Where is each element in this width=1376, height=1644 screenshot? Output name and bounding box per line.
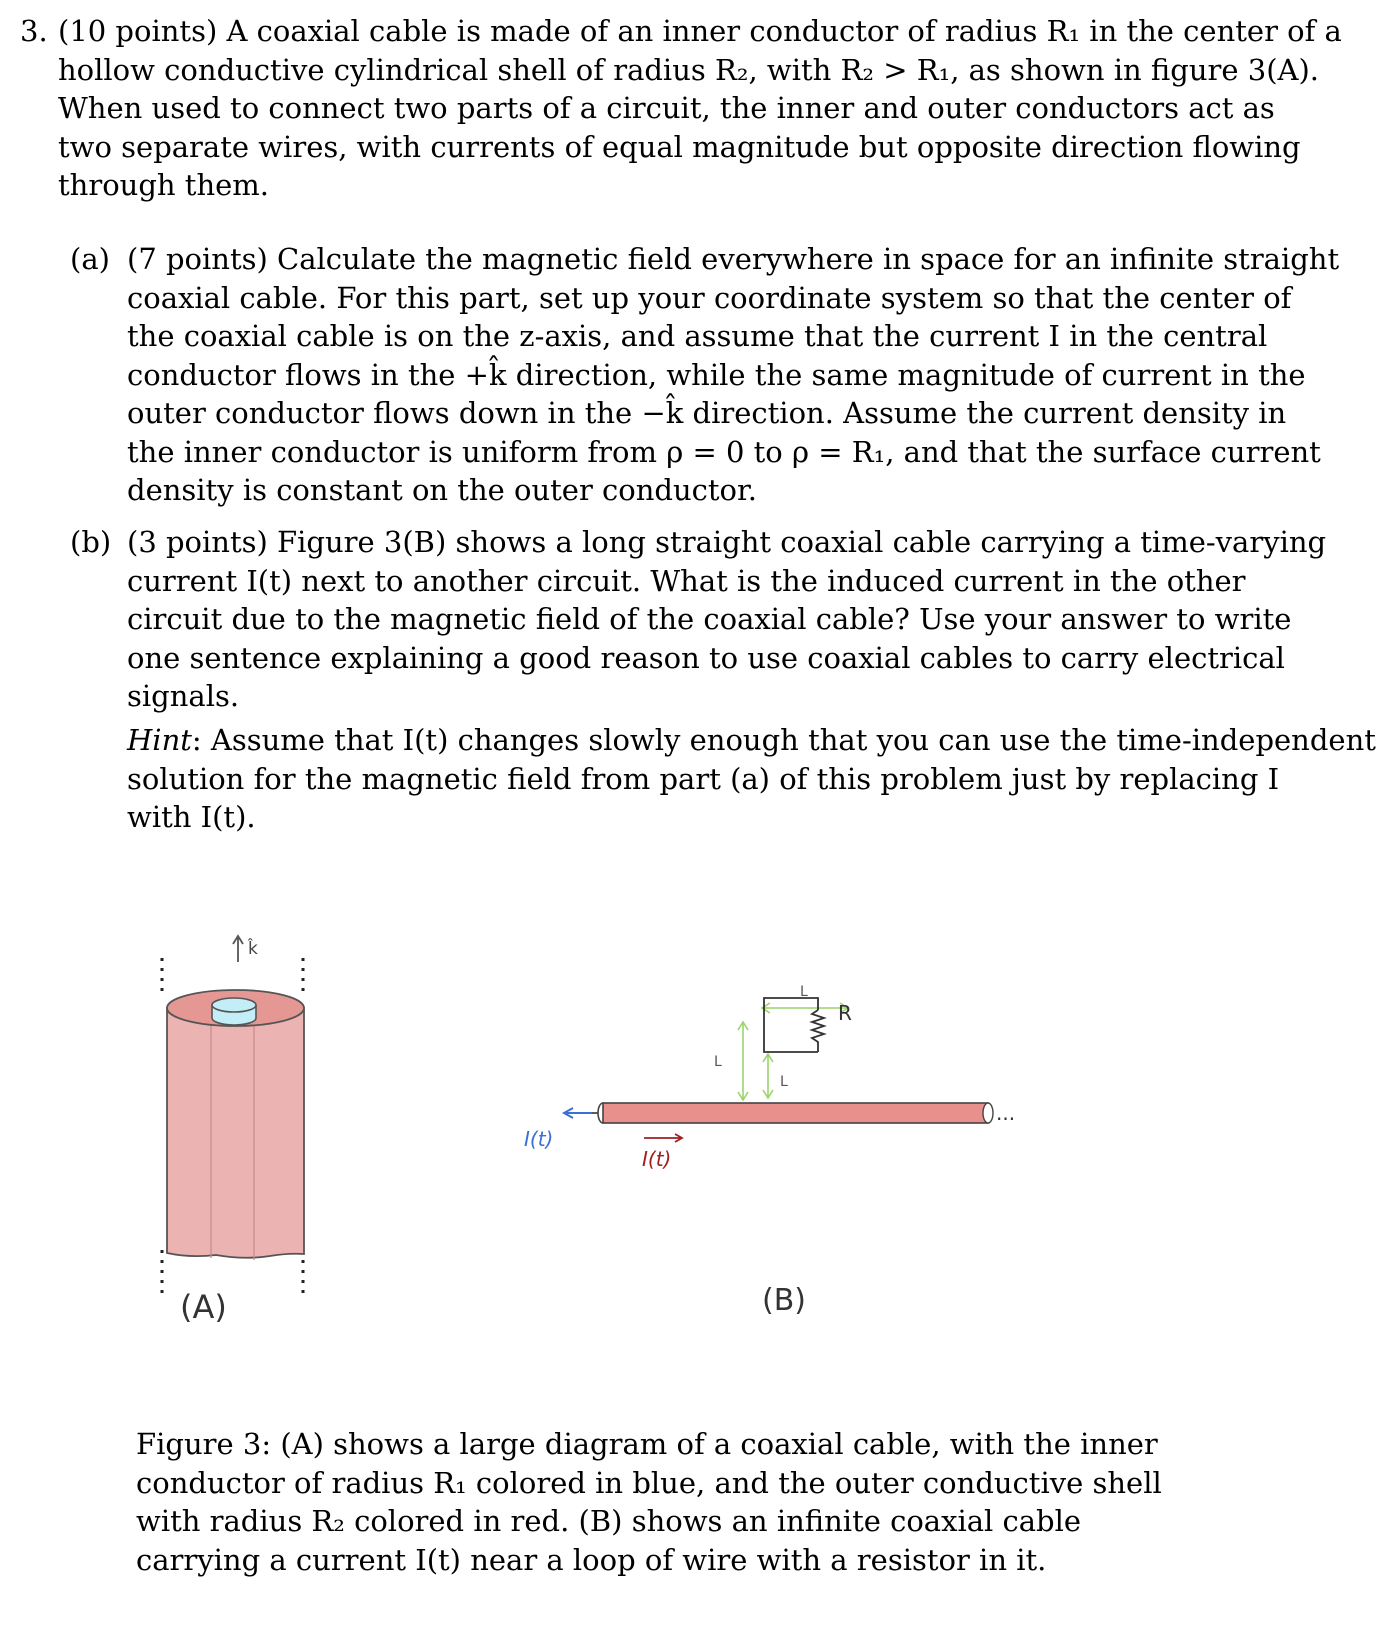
part-b-line: one sentence explaining a good reason to use coaxial cables to carry electrical [127, 640, 1285, 675]
part-a-line: the inner conductor is uniform from ρ = 0 to ρ = R₁, and that the surface current [127, 434, 1321, 469]
current-label-inner: I(t) [524, 1127, 554, 1151]
figure-b [524, 970, 1090, 1370]
length-label-top: L [800, 984, 808, 1000]
part-b-line: signals. [127, 679, 240, 713]
resistor-icon [812, 1010, 824, 1052]
intro-line: When used to connect two parts of a circuit, the inner and outer conductors act as [58, 91, 1275, 125]
intro-line: through them. [58, 168, 270, 202]
wire-loop [764, 998, 818, 1052]
figure-b-caption: (B) [762, 1283, 806, 1318]
figure-caption [136, 1425, 1162, 1579]
cable-end-right [983, 1103, 993, 1123]
hint-line: solution for the magnetic field from part (a) of this problem just by replacing I [127, 761, 1280, 796]
part-b-label: (b) [70, 525, 112, 559]
caption-line: conductor of radius R₁ colored in blue, and the outer conductive shell [136, 1465, 1162, 1500]
caption-line: with radius R₂ colored in red. (B) shows an infinite coaxial cable [136, 1504, 1082, 1538]
outer-shell [167, 1008, 304, 1258]
part-a-line: (7 points) Calculate the magnetic field everywhere in space for an infinite straight [127, 242, 1340, 276]
part-a-points: (7 points) [127, 242, 268, 276]
hint-line: with I(t). [127, 800, 256, 834]
part-a-line: conductor flows in the +k̂ direction, while the same magnitude of current in the [127, 357, 1306, 392]
hint-label: Hint [127, 723, 192, 757]
part-b-line: circuit due to the magnetic field of the coaxial cable? Use your answer to write [127, 602, 1292, 636]
part-b-hint [127, 721, 1376, 837]
part-b-line: current I(t) next to another circuit. What is the induced current in the other [127, 563, 1246, 598]
caption-line: Figure 3: (A) shows a large diagram of a coaxial cable, with the inner [136, 1427, 1158, 1461]
part-b-points: (3 points) [127, 525, 268, 559]
problem-number: 3. [20, 14, 48, 48]
current-label-outer: I(t) [642, 1147, 672, 1171]
problem-points: (10 points) [58, 14, 218, 48]
length-label-gap: L [780, 1074, 788, 1090]
part-a-line: coaxial cable. For this part, set up your coordinate system so that the center of [127, 280, 1292, 315]
part-a-label: (a) [70, 242, 110, 276]
cable-ellipsis: ... [996, 1101, 1016, 1125]
part-a-line: density is constant on the outer conductor. [127, 473, 757, 507]
part-b-text [127, 523, 1327, 716]
caption-line: carrying a current I(t) near a loop of wire with a resistor in it. [136, 1542, 1047, 1577]
intro-line: hollow conductive cylindrical shell of radius R₂, with R₂ > R₁, as shown in figure 3(A). [58, 52, 1319, 87]
part-a-line: the coaxial cable is on the z-axis, and assume that the current I in the central [127, 319, 1268, 353]
hint-line: Hint: Assume that I(t) changes slowly enough that you can use the time-independent [127, 723, 1376, 757]
inner-top [212, 998, 256, 1012]
part-a-line: outer conductor flows down in the −k̂ direction. Assume the current density in [127, 396, 1287, 430]
figure-a-caption: (A) [180, 1288, 227, 1326]
part-a-text [127, 240, 1340, 510]
intro-line: two separate wires, with currents of equal magnitude but opposite direction flowing [58, 129, 1301, 164]
intro-line: (10 points) A coaxial cable is made of an inner conductor of radius R₁ in the center of a [58, 14, 1342, 48]
coax-cable-body [603, 1103, 988, 1123]
k-label: k̂ [248, 939, 258, 959]
problem-intro [58, 12, 1342, 205]
figure-a [150, 920, 320, 1350]
length-label-left: L [714, 1054, 722, 1070]
resistor-label: R [838, 1001, 852, 1025]
part-b-line: (3 points) Figure 3(B) shows a long straight coaxial cable carrying a time-varying [127, 525, 1327, 559]
